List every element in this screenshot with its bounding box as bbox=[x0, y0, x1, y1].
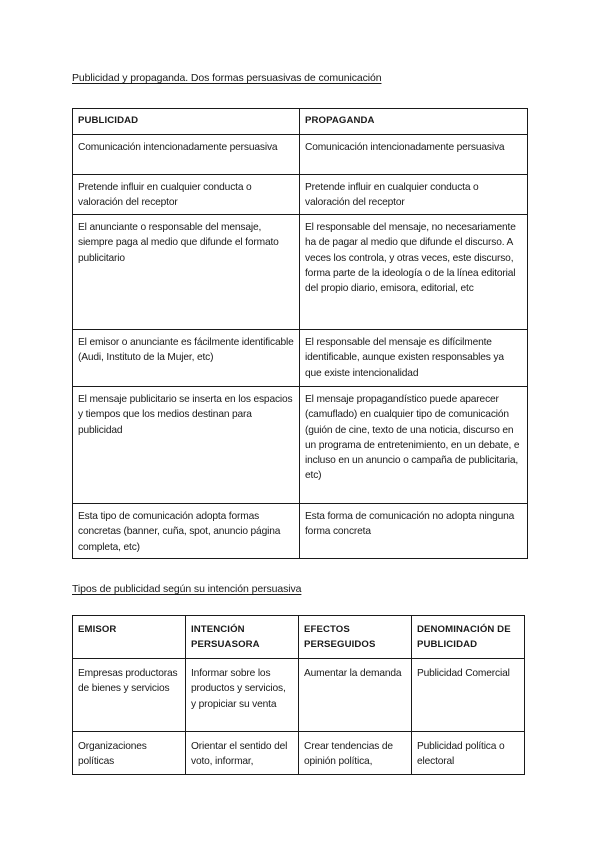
table-cell: Informar sobre los productos y servicios, y propiciar su venta bbox=[186, 659, 299, 732]
table-cell: El anunciante o responsable del mensaje, siempre paga al medio que difunde el formato publicitario bbox=[73, 215, 300, 330]
table-cell: Publicidad política o electoral bbox=[412, 732, 525, 775]
section-title-publicidad-propaganda: Publicidad y propaganda. Dos formas persuasivas de comunicación bbox=[72, 72, 382, 84]
table-cell: Publicidad Comercial bbox=[412, 659, 525, 732]
table-cell: El responsable del mensaje es difícilmente identificable, aunque existen responsables ya que existe intencionalidad bbox=[300, 330, 528, 387]
header-cell: PROPAGANDA bbox=[300, 109, 528, 135]
table-cell: Esta forma de comunicación no adopta ninguna forma concreta bbox=[300, 504, 528, 559]
table-row bbox=[73, 732, 525, 775]
table-row bbox=[73, 659, 525, 732]
table-cell: Empresas productoras de bienes y servicios bbox=[73, 659, 186, 732]
table-row bbox=[73, 387, 528, 504]
table-cell: El mensaje publicitario se inserta en los espacios y tiempos que los medios destinan para publicidad bbox=[73, 387, 300, 504]
table-header-row bbox=[73, 616, 525, 659]
section-title-tipos-publicidad: Tipos de publicidad según su intención persuasiva bbox=[72, 583, 302, 595]
table-cell: Orientar el sentido del voto, informar, bbox=[186, 732, 299, 775]
header-cell: PUBLICIDAD bbox=[73, 109, 300, 135]
table-cell: Comunicación intencionadamente persuasiva bbox=[73, 135, 300, 175]
table-cell: Crear tendencias de opinión política, bbox=[299, 732, 412, 775]
table-row bbox=[73, 175, 528, 215]
table-cell: Pretende influir en cualquier conducta o valoración del receptor bbox=[300, 175, 528, 215]
table-cell: Comunicación intencionadamente persuasiva bbox=[300, 135, 528, 175]
table-row bbox=[73, 330, 528, 387]
table-row bbox=[73, 504, 528, 559]
table-cell: Esta tipo de comunicación adopta formas concretas (banner, cuña, spot, anuncio página completa, etc) bbox=[73, 504, 300, 559]
table-cell: El mensaje propagandístico puede aparecer (camuflado) en cualquier tipo de comunicación (guión de cine, texto de una noticia, discurso en un programa de entretenimiento, en un debate, e incluso en un anuncio o campaña de publicitaria, etc) bbox=[300, 387, 528, 504]
table-row bbox=[73, 135, 528, 175]
header-cell: INTENCIÓN PERSUASORA bbox=[186, 616, 299, 659]
table-cell: El responsable del mensaje, no necesariamente ha de pagar al medio que difunde el discurso. A veces los controla, y otras veces, este discurso, forma parte de la ideología o de la línea editorial del propio diario, emisora, editorial, etc bbox=[300, 215, 528, 330]
header-cell: EFECTOS PERSEGUIDOS bbox=[299, 616, 412, 659]
comparison-table bbox=[72, 108, 528, 559]
header-cell: EMISOR bbox=[73, 616, 186, 659]
table-cell: Aumentar la demanda bbox=[299, 659, 412, 732]
advertising-types-table bbox=[72, 615, 525, 775]
header-cell: DENOMINACIÓN DE PUBLICIDAD bbox=[412, 616, 525, 659]
table-cell: El emisor o anunciante es fácilmente identificable (Audi, Instituto de la Mujer, etc) bbox=[73, 330, 300, 387]
table-header-row bbox=[73, 109, 528, 135]
table-cell: Organizaciones políticas bbox=[73, 732, 186, 775]
table-cell: Pretende influir en cualquier conducta o valoración del receptor bbox=[73, 175, 300, 215]
table-row bbox=[73, 215, 528, 330]
